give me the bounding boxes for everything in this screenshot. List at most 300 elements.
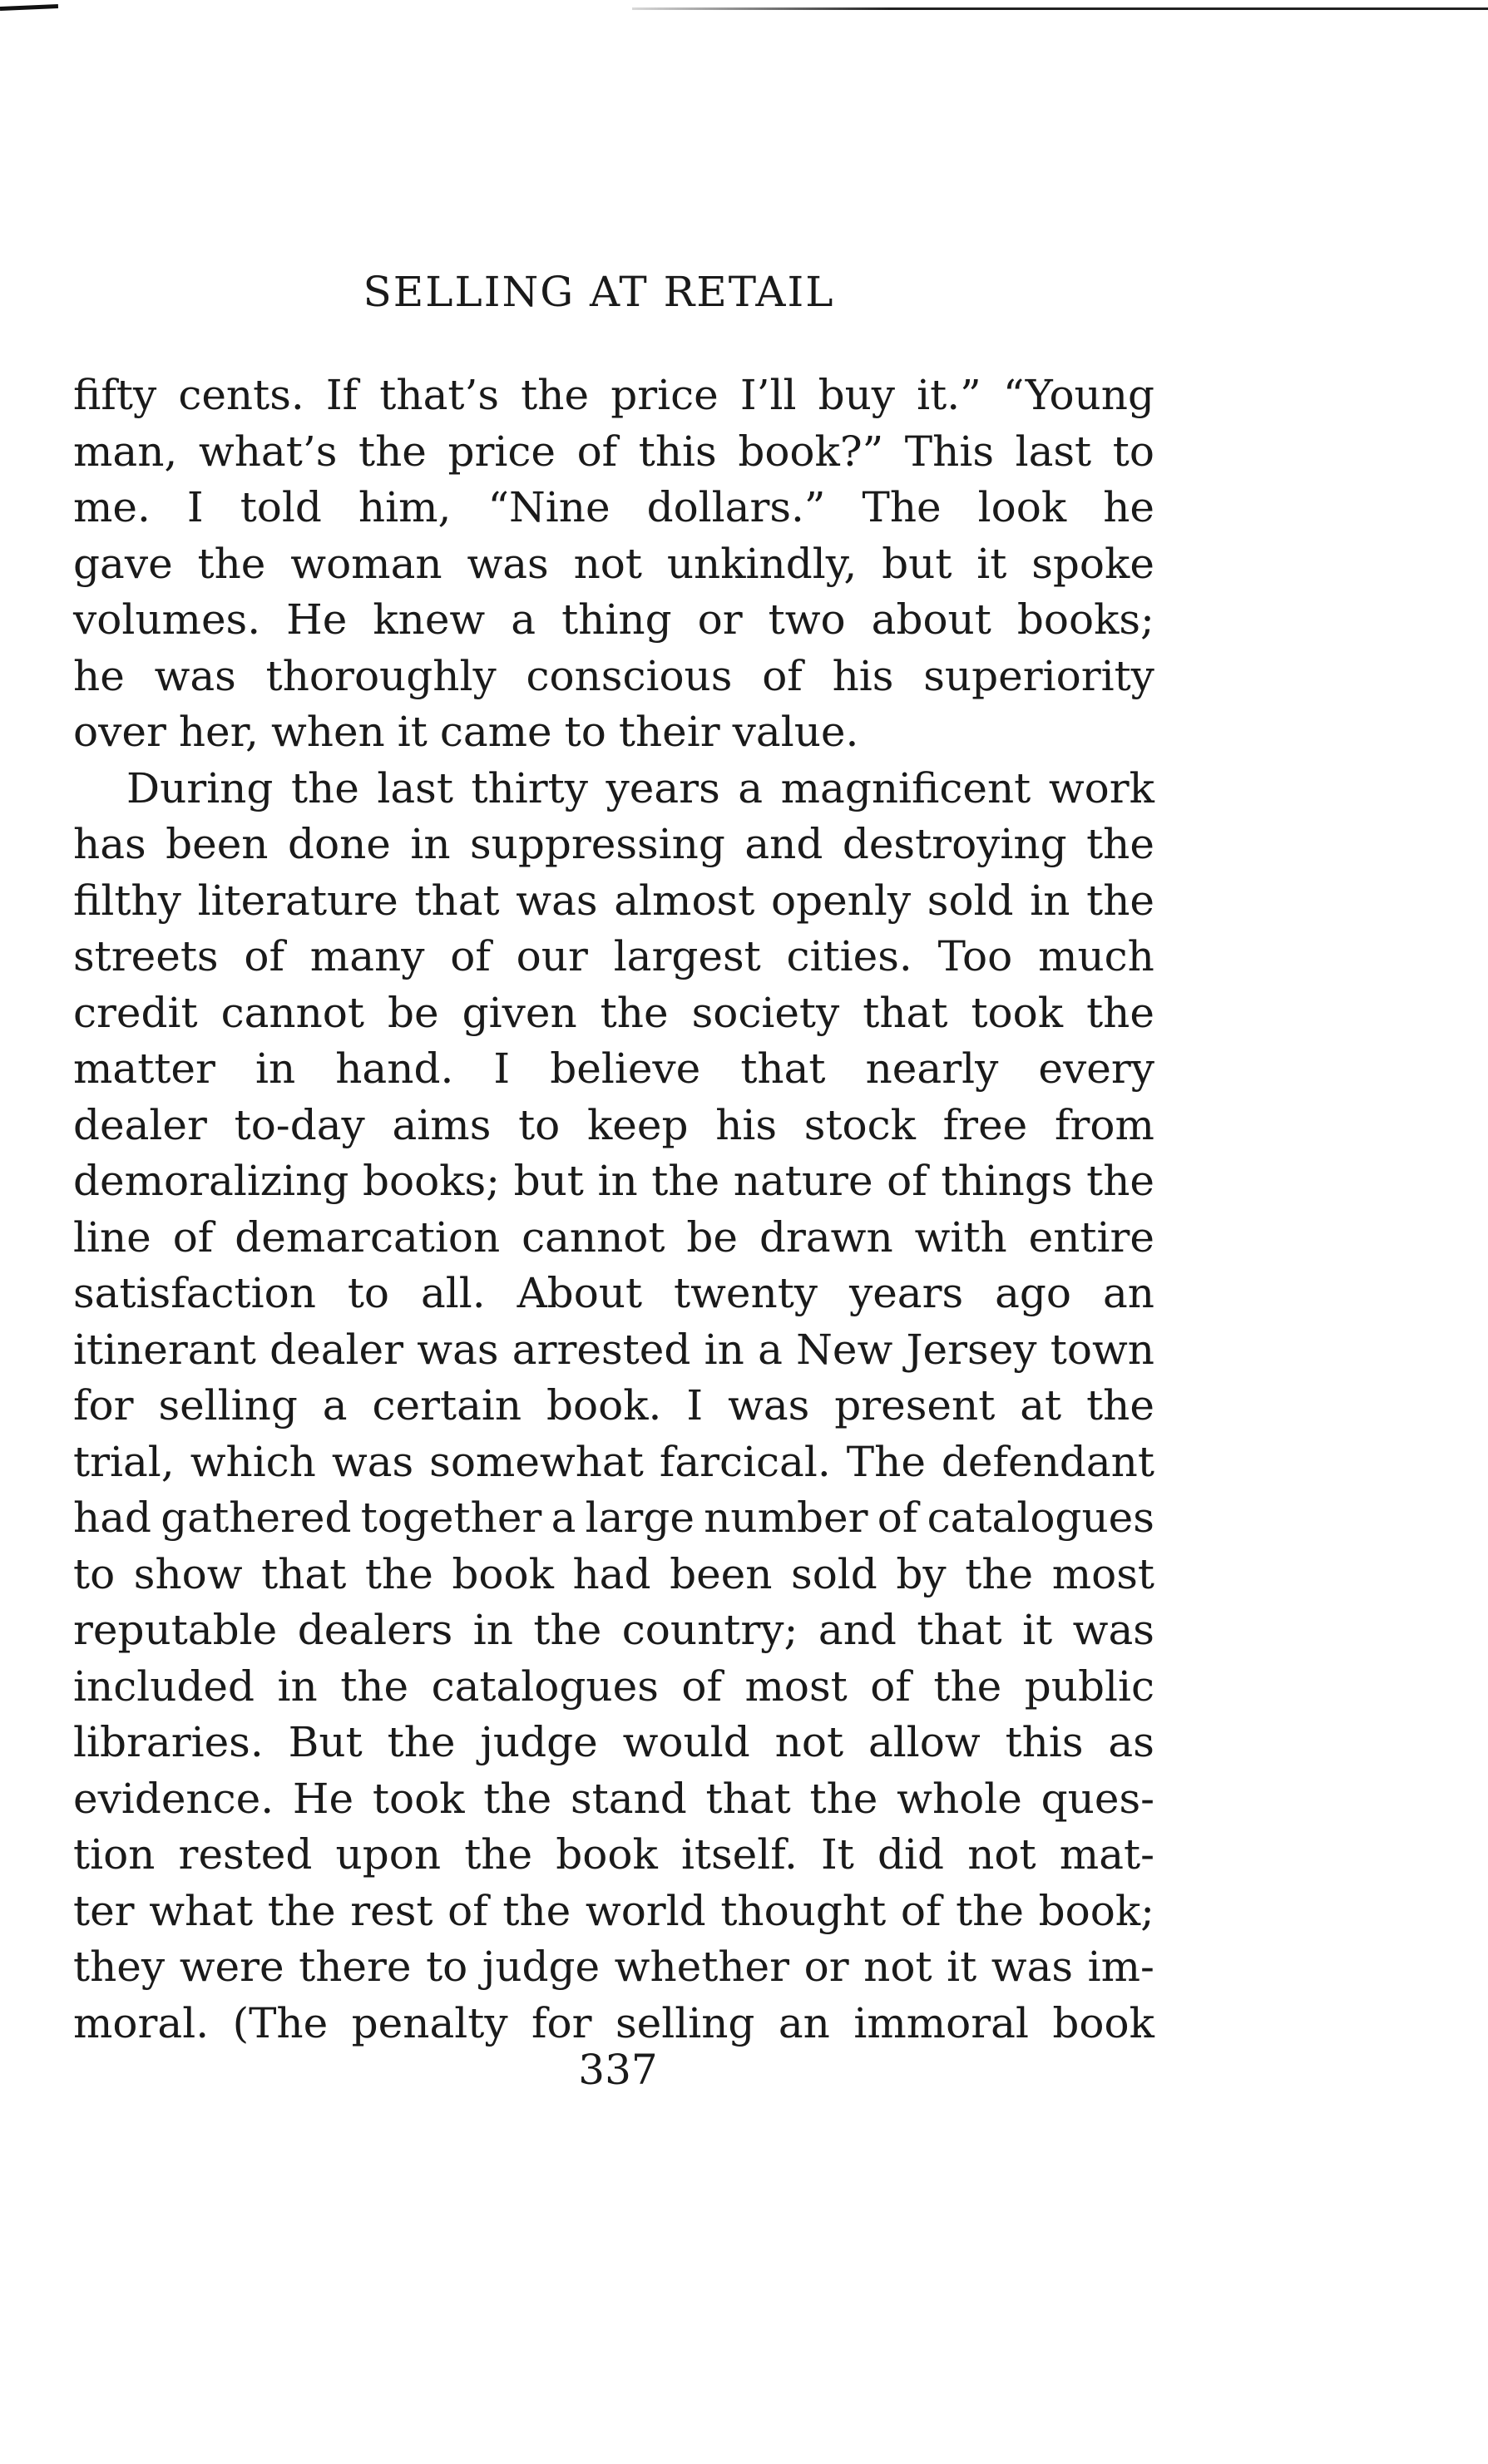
word: public bbox=[1024, 1662, 1154, 1711]
word: of bbox=[576, 427, 618, 476]
word: the bbox=[197, 539, 266, 588]
word: tion bbox=[73, 1830, 156, 1879]
word: to bbox=[518, 1100, 561, 1149]
word: his bbox=[832, 651, 894, 700]
word: to-day bbox=[234, 1100, 365, 1149]
word: the bbox=[600, 988, 669, 1037]
word: catalogues bbox=[927, 1494, 1154, 1542]
word: years bbox=[606, 763, 720, 812]
text-line bbox=[73, 1434, 1154, 1491]
word: credit bbox=[73, 988, 198, 1037]
word: was bbox=[417, 1325, 499, 1374]
text-line bbox=[73, 1210, 1154, 1267]
body-text bbox=[73, 368, 1154, 2052]
word: entire bbox=[1028, 1212, 1154, 1262]
word: certain bbox=[372, 1381, 522, 1430]
word: told bbox=[240, 483, 322, 531]
word: magnificent bbox=[780, 763, 1031, 812]
word: suppressing bbox=[469, 820, 725, 868]
word: of bbox=[870, 1662, 911, 1711]
word: was bbox=[467, 539, 549, 588]
word: the bbox=[809, 1774, 878, 1823]
word: the bbox=[358, 427, 427, 476]
word: it bbox=[976, 539, 1007, 588]
word: was bbox=[516, 876, 598, 925]
text-line bbox=[73, 761, 1154, 817]
word: last bbox=[1015, 427, 1092, 476]
word: their bbox=[618, 708, 720, 756]
word: years bbox=[848, 1269, 964, 1317]
word: ques- bbox=[1041, 1774, 1154, 1823]
word: the bbox=[483, 1774, 552, 1823]
word: that bbox=[705, 1774, 791, 1823]
word: given bbox=[462, 988, 577, 1037]
word: knew bbox=[373, 595, 486, 644]
text-line bbox=[73, 424, 1154, 481]
word: book. bbox=[546, 1381, 662, 1430]
word: they bbox=[73, 1943, 166, 1991]
word: a bbox=[322, 1381, 348, 1430]
word: the bbox=[464, 1830, 533, 1879]
word: I’ll bbox=[739, 371, 797, 419]
word: it bbox=[1022, 1606, 1053, 1654]
word: woman bbox=[290, 539, 442, 588]
page-number: 337 bbox=[578, 2046, 658, 2094]
word: book bbox=[1052, 1998, 1154, 2047]
word: literature bbox=[197, 876, 398, 925]
text-line bbox=[73, 1827, 1154, 1884]
word: came bbox=[439, 708, 552, 756]
word: cents. bbox=[178, 371, 304, 419]
word: the bbox=[267, 1886, 336, 1935]
text-line bbox=[73, 1547, 1154, 1603]
word: much bbox=[1038, 932, 1154, 980]
text-line bbox=[73, 1715, 1154, 1771]
word: itinerant bbox=[73, 1325, 256, 1374]
word: that bbox=[261, 1549, 347, 1598]
word: our bbox=[516, 932, 588, 980]
word: evidence. bbox=[73, 1774, 274, 1823]
word: what’s bbox=[198, 427, 338, 476]
word: “Young bbox=[1002, 371, 1154, 419]
word: took bbox=[372, 1774, 465, 1823]
word: upon bbox=[335, 1830, 442, 1879]
word: was bbox=[154, 651, 236, 700]
word: as bbox=[1108, 1718, 1154, 1766]
text-line bbox=[73, 1153, 1154, 1210]
word: It bbox=[821, 1830, 854, 1879]
word: the bbox=[502, 1886, 571, 1935]
word: all. bbox=[420, 1269, 486, 1317]
word: not bbox=[573, 539, 642, 588]
word: ago bbox=[995, 1269, 1072, 1317]
word: large bbox=[585, 1494, 695, 1542]
word: the bbox=[1086, 988, 1154, 1037]
word: twenty bbox=[674, 1269, 818, 1317]
text-line bbox=[73, 1266, 1154, 1322]
word: of bbox=[900, 1886, 942, 1935]
word: sold bbox=[791, 1549, 877, 1598]
word: dealer bbox=[269, 1325, 404, 1374]
word: volumes. bbox=[73, 595, 261, 644]
word: but bbox=[882, 539, 952, 588]
word: for bbox=[73, 1381, 134, 1430]
word: demoralizing bbox=[73, 1157, 349, 1205]
word: and bbox=[744, 820, 823, 868]
word: of bbox=[172, 1212, 214, 1262]
word: be bbox=[686, 1212, 739, 1262]
word: work bbox=[1048, 763, 1154, 812]
word: to bbox=[1112, 427, 1154, 476]
text-line bbox=[73, 1996, 1154, 2052]
word: in bbox=[410, 820, 451, 868]
word: the bbox=[533, 1606, 602, 1654]
word: a bbox=[551, 1494, 576, 1542]
text-line bbox=[73, 1659, 1154, 1716]
word: cannot bbox=[522, 1212, 665, 1262]
scan-edge-mark bbox=[0, 4, 58, 11]
word: together bbox=[360, 1494, 542, 1542]
word: The bbox=[846, 1437, 926, 1486]
word: of bbox=[762, 651, 803, 700]
word: to bbox=[426, 1943, 468, 1991]
word: nearly bbox=[865, 1044, 999, 1093]
word: be bbox=[388, 988, 439, 1037]
word: not bbox=[774, 1718, 844, 1766]
word: buy bbox=[818, 371, 896, 419]
word: man, bbox=[73, 427, 178, 476]
word: show bbox=[133, 1549, 243, 1598]
word: been bbox=[166, 820, 269, 868]
text-line bbox=[73, 1771, 1154, 1828]
word: mat- bbox=[1059, 1830, 1154, 1879]
word: cities. bbox=[786, 932, 912, 980]
word: keep bbox=[587, 1100, 689, 1149]
word: most bbox=[744, 1662, 848, 1711]
word: of bbox=[681, 1662, 722, 1711]
word: thoroughly bbox=[265, 651, 497, 700]
word: that bbox=[740, 1044, 826, 1093]
word: a bbox=[758, 1325, 783, 1374]
word: judge bbox=[480, 1718, 598, 1766]
word: took bbox=[971, 988, 1064, 1037]
word: that bbox=[917, 1606, 1002, 1654]
word: did bbox=[877, 1830, 945, 1879]
text-line bbox=[73, 873, 1154, 930]
word: largest bbox=[613, 932, 761, 980]
word: stand bbox=[570, 1774, 687, 1823]
word: would bbox=[622, 1718, 750, 1766]
word: the bbox=[965, 1549, 1034, 1598]
word: a bbox=[738, 763, 764, 812]
word: I bbox=[493, 1044, 511, 1093]
word: line bbox=[73, 1212, 151, 1262]
word: the bbox=[340, 1662, 409, 1711]
word: were bbox=[179, 1943, 284, 1991]
word: that’s bbox=[379, 371, 500, 419]
text-line bbox=[73, 1098, 1154, 1154]
word: New bbox=[796, 1325, 893, 1374]
text-line bbox=[73, 817, 1154, 873]
word: dealers bbox=[297, 1606, 453, 1654]
word: present bbox=[834, 1381, 996, 1430]
word: town bbox=[1050, 1325, 1154, 1374]
word: an bbox=[1102, 1269, 1154, 1317]
word: in bbox=[472, 1606, 513, 1654]
word: free bbox=[942, 1100, 1028, 1149]
word: in bbox=[597, 1157, 638, 1205]
word: books; bbox=[362, 1157, 500, 1205]
word: demarcation bbox=[235, 1212, 501, 1262]
word: almost bbox=[614, 876, 755, 925]
word: not bbox=[863, 1943, 932, 1991]
word: itself. bbox=[680, 1830, 798, 1879]
word: was bbox=[331, 1437, 414, 1486]
word: number bbox=[704, 1494, 868, 1542]
word: had bbox=[572, 1549, 651, 1598]
text-line bbox=[73, 704, 1154, 761]
word: dollars.” bbox=[646, 483, 826, 531]
word: About bbox=[517, 1269, 643, 1317]
word: book; bbox=[1038, 1886, 1154, 1935]
word: in bbox=[255, 1044, 296, 1093]
word: catalogues bbox=[431, 1662, 659, 1711]
word: aims bbox=[392, 1100, 492, 1149]
text-line bbox=[73, 592, 1154, 649]
word: value. bbox=[732, 708, 859, 756]
word: thirty bbox=[471, 763, 588, 812]
word: dealer bbox=[73, 1100, 207, 1149]
word: an bbox=[778, 1998, 830, 2047]
word: this bbox=[1005, 1718, 1084, 1766]
word: whether bbox=[614, 1943, 790, 1991]
word: price bbox=[447, 427, 556, 476]
word: libraries. bbox=[73, 1718, 264, 1766]
word: moral. bbox=[73, 1998, 210, 2047]
word: look bbox=[977, 483, 1067, 531]
word: the bbox=[651, 1157, 720, 1205]
text-line bbox=[73, 1490, 1154, 1547]
word: which bbox=[190, 1437, 316, 1486]
word: believe bbox=[550, 1044, 701, 1093]
word: The bbox=[862, 483, 942, 531]
word: Too bbox=[937, 932, 1013, 980]
word: the bbox=[387, 1718, 456, 1766]
word: destroying bbox=[842, 820, 1067, 868]
word: the bbox=[364, 1549, 433, 1598]
word: If bbox=[325, 371, 358, 419]
word: selling bbox=[158, 1381, 298, 1430]
word: the bbox=[1086, 876, 1154, 925]
text-line bbox=[73, 536, 1154, 593]
word: to bbox=[564, 708, 606, 756]
word: “Nine bbox=[487, 483, 611, 531]
word: He bbox=[292, 1774, 354, 1823]
word: in bbox=[1030, 876, 1070, 925]
word: his bbox=[715, 1100, 778, 1149]
word: over bbox=[73, 708, 166, 756]
word: the bbox=[1086, 1381, 1154, 1430]
word: satisfaction bbox=[73, 1269, 316, 1317]
word: But bbox=[288, 1718, 363, 1766]
text-line bbox=[73, 1939, 1154, 1996]
word: or bbox=[697, 595, 743, 644]
word: in bbox=[277, 1662, 318, 1711]
word: book bbox=[556, 1830, 658, 1879]
scan-top-rule bbox=[632, 7, 1488, 10]
word: he bbox=[73, 651, 125, 700]
word: but bbox=[513, 1157, 584, 1205]
word: reputable bbox=[73, 1606, 278, 1654]
word: books; bbox=[1016, 595, 1154, 644]
word: there bbox=[299, 1943, 412, 1991]
word: the bbox=[956, 1886, 1024, 1935]
word: and bbox=[818, 1606, 897, 1654]
word: stock bbox=[803, 1100, 916, 1149]
word: farcical. bbox=[659, 1437, 831, 1486]
word: nature bbox=[733, 1157, 873, 1205]
word: to bbox=[73, 1549, 116, 1598]
word: gathered bbox=[161, 1494, 352, 1542]
word: I bbox=[186, 483, 204, 531]
word: from bbox=[1054, 1100, 1154, 1149]
word: book?” bbox=[738, 427, 884, 476]
word: that bbox=[863, 988, 948, 1037]
word: thing bbox=[561, 595, 672, 644]
word: Jersey bbox=[906, 1325, 1037, 1374]
word: at bbox=[1020, 1381, 1062, 1430]
word: done bbox=[287, 820, 391, 868]
word: conscious bbox=[526, 651, 733, 700]
word: somewhat bbox=[429, 1437, 644, 1486]
word: this bbox=[638, 427, 717, 476]
word: had bbox=[73, 1494, 152, 1542]
word: country; bbox=[621, 1606, 798, 1654]
word: it bbox=[397, 708, 428, 756]
word: two bbox=[768, 595, 846, 644]
word: He bbox=[286, 595, 348, 644]
text-line bbox=[73, 1378, 1154, 1434]
word: things bbox=[941, 1157, 1073, 1205]
word: it bbox=[947, 1943, 977, 1991]
text-line bbox=[73, 368, 1154, 424]
word: the bbox=[1086, 1157, 1154, 1205]
word: the bbox=[290, 763, 359, 812]
word: was bbox=[728, 1381, 810, 1430]
word: society bbox=[691, 988, 840, 1037]
word: ter bbox=[73, 1886, 135, 1935]
word: arrested bbox=[512, 1325, 691, 1374]
word: trial, bbox=[73, 1437, 175, 1486]
word: rested bbox=[178, 1830, 313, 1879]
word: of bbox=[877, 1494, 918, 1542]
word: book bbox=[452, 1549, 554, 1598]
word: drawn bbox=[759, 1212, 893, 1262]
word: for bbox=[531, 1998, 592, 2047]
word: judge bbox=[482, 1943, 601, 1991]
word: many bbox=[309, 932, 425, 980]
word: of bbox=[450, 932, 491, 980]
word: superiority bbox=[923, 651, 1154, 700]
word: world bbox=[585, 1886, 706, 1935]
text-line bbox=[73, 1041, 1154, 1098]
word: thought bbox=[720, 1886, 887, 1935]
word: most bbox=[1051, 1549, 1154, 1598]
word: has bbox=[73, 820, 146, 868]
word: every bbox=[1038, 1044, 1154, 1093]
text-line bbox=[73, 985, 1154, 1042]
word: that bbox=[414, 876, 500, 925]
word: openly bbox=[770, 876, 912, 925]
word: a bbox=[511, 595, 536, 644]
word: he bbox=[1103, 483, 1154, 531]
word: or bbox=[803, 1943, 849, 1991]
word: what bbox=[149, 1886, 254, 1935]
word: gave bbox=[73, 539, 173, 588]
word: selling bbox=[615, 1998, 755, 2047]
word: me. bbox=[73, 483, 151, 531]
word: This bbox=[904, 427, 994, 476]
word: included bbox=[73, 1662, 255, 1711]
word: rest bbox=[350, 1886, 433, 1935]
word: sold bbox=[927, 876, 1014, 925]
word: by bbox=[896, 1549, 947, 1598]
text-line bbox=[73, 480, 1154, 536]
word: not bbox=[967, 1830, 1036, 1879]
word: in bbox=[704, 1325, 744, 1374]
word: of bbox=[447, 1886, 488, 1935]
word: price bbox=[611, 371, 719, 419]
word: cannot bbox=[220, 988, 365, 1037]
word: about bbox=[871, 595, 991, 644]
word: it.” bbox=[917, 371, 981, 419]
word: whole bbox=[897, 1774, 1022, 1823]
word: allow bbox=[868, 1718, 981, 1766]
word: the bbox=[933, 1662, 1002, 1711]
text-line bbox=[73, 649, 1154, 705]
word: penalty bbox=[351, 1998, 508, 2047]
word: filthy bbox=[73, 876, 181, 925]
word: im- bbox=[1087, 1943, 1154, 1991]
text-line bbox=[73, 1884, 1154, 1940]
word: defendant bbox=[941, 1437, 1154, 1486]
word: her, bbox=[178, 708, 259, 756]
word: spoke bbox=[1031, 539, 1154, 588]
word: immoral bbox=[853, 1998, 1029, 2047]
word: matter bbox=[73, 1044, 215, 1093]
word: was bbox=[1072, 1606, 1154, 1654]
text-line bbox=[73, 929, 1154, 985]
text-line bbox=[73, 1602, 1154, 1659]
word: to bbox=[347, 1269, 390, 1317]
word: hand. bbox=[335, 1044, 454, 1093]
word: with bbox=[914, 1212, 1007, 1262]
word: him, bbox=[358, 483, 452, 531]
word: the bbox=[521, 371, 590, 419]
word: streets bbox=[73, 932, 219, 980]
word: been bbox=[670, 1549, 773, 1598]
word: of bbox=[244, 932, 284, 980]
word: last bbox=[377, 763, 453, 812]
word: (The bbox=[232, 1998, 329, 2047]
word: of bbox=[887, 1157, 927, 1205]
word: was bbox=[991, 1943, 1074, 1991]
word: unkindly, bbox=[666, 539, 858, 588]
running-head: SELLING AT RETAIL bbox=[363, 268, 835, 316]
word: I bbox=[686, 1381, 704, 1430]
text-line bbox=[73, 1322, 1154, 1379]
word: the bbox=[1086, 820, 1154, 868]
